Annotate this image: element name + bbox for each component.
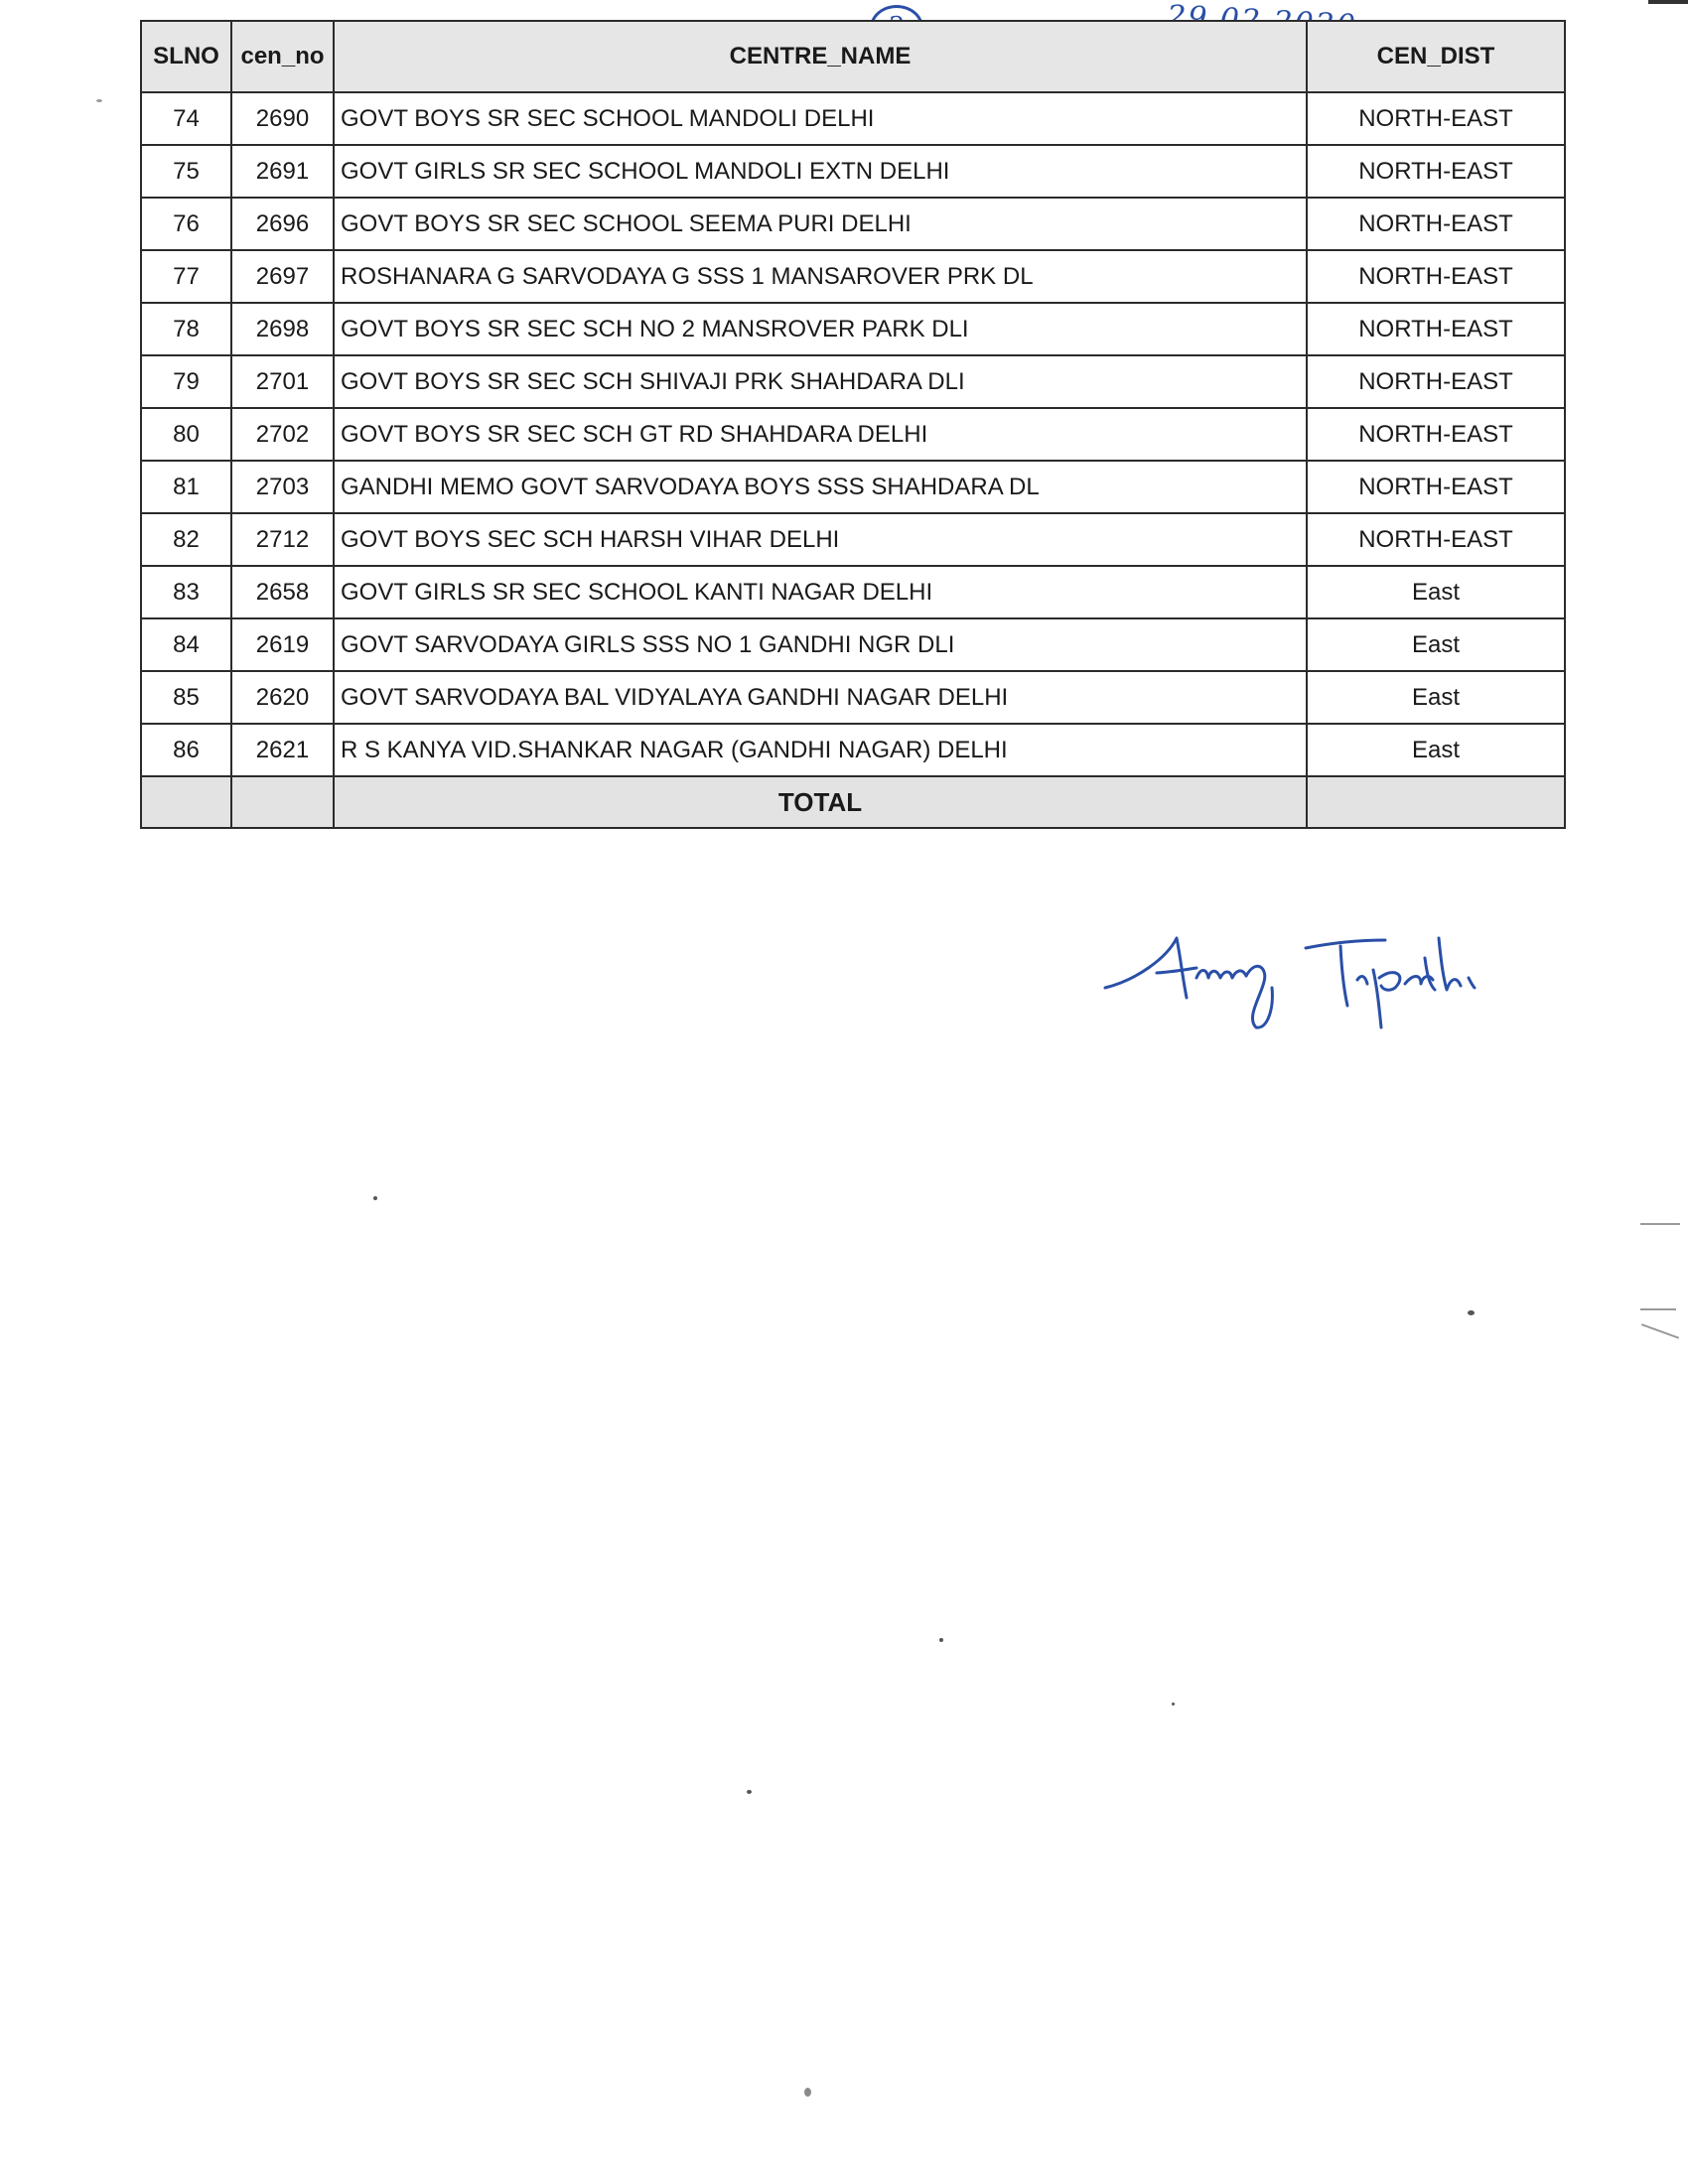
- cell-slno: 83: [141, 566, 231, 618]
- table-row: [141, 513, 1565, 566]
- table-body: [141, 92, 1565, 776]
- cell-slno: 80: [141, 408, 231, 461]
- cell-slno: 75: [141, 145, 231, 198]
- cell-centre-name: GANDHI MEMO GOVT SARVODAYA BOYS SSS SHAHDARA DL: [334, 461, 1307, 513]
- cell-cen-dist: NORTH-EAST: [1307, 408, 1565, 461]
- cell-cen-dist: NORTH-EAST: [1307, 461, 1565, 513]
- scan-speck: [96, 99, 102, 102]
- signature-text: Anurag Tripathi: [1097, 918, 1104, 919]
- table-row: [141, 250, 1565, 303]
- table-row: [141, 355, 1565, 408]
- cell-cen-dist: NORTH-EAST: [1307, 513, 1565, 566]
- cell-centre-name: GOVT BOYS SR SEC SCHOOL SEEMA PURI DELHI: [334, 198, 1307, 250]
- cell-cen-dist: NORTH-EAST: [1307, 198, 1565, 250]
- scan-edge-mark: [1640, 1308, 1676, 1310]
- cell-cen-dist: NORTH-EAST: [1307, 250, 1565, 303]
- cell-cen-dist: East: [1307, 724, 1565, 776]
- cell-cen-dist: NORTH-EAST: [1307, 145, 1565, 198]
- scan-edge-mark: [1648, 0, 1688, 4]
- cell-cen-dist: NORTH-EAST: [1307, 303, 1565, 355]
- cell-cen-dist: East: [1307, 618, 1565, 671]
- cell-cen-no: 2712: [231, 513, 334, 566]
- total-empty-cell: [231, 776, 334, 828]
- scan-edge-mark: [1641, 1323, 1679, 1339]
- cell-slno: 78: [141, 303, 231, 355]
- scan-edge-mark: [1640, 1223, 1680, 1225]
- header-centre-name: CENTRE_NAME: [334, 21, 1307, 92]
- total-row: [141, 776, 1565, 828]
- cell-centre-name: GOVT GIRLS SR SEC SCHOOL KANTI NAGAR DELHI: [334, 566, 1307, 618]
- table-row: [141, 408, 1565, 461]
- cell-cen-dist: NORTH-EAST: [1307, 355, 1565, 408]
- table-row: [141, 145, 1565, 198]
- total-label: TOTAL: [334, 776, 1307, 828]
- scan-speck: [804, 2088, 811, 2097]
- table-row: [141, 618, 1565, 671]
- cell-cen-no: 2696: [231, 198, 334, 250]
- cell-centre-name: GOVT GIRLS SR SEC SCHOOL MANDOLI EXTN DELHI: [334, 145, 1307, 198]
- cell-cen-no: 2658: [231, 566, 334, 618]
- cell-slno: 76: [141, 198, 231, 250]
- cell-centre-name: GOVT SARVODAYA BAL VIDYALAYA GANDHI NAGAR DELHI: [334, 671, 1307, 724]
- cell-slno: 74: [141, 92, 231, 145]
- header-cen-dist: CEN_DIST: [1307, 21, 1565, 92]
- cell-cen-no: 2703: [231, 461, 334, 513]
- cell-cen-dist: NORTH-EAST: [1307, 92, 1565, 145]
- header-slno: SLNO: [141, 21, 231, 92]
- signature: [1097, 918, 1484, 1037]
- table-row: [141, 303, 1565, 355]
- cell-cen-no: 2698: [231, 303, 334, 355]
- cell-cen-no: 2619: [231, 618, 334, 671]
- cell-cen-dist: East: [1307, 566, 1565, 618]
- scan-speck: [1468, 1310, 1475, 1315]
- cell-cen-no: 2701: [231, 355, 334, 408]
- cell-cen-no: 2621: [231, 724, 334, 776]
- cell-centre-name: GOVT BOYS SR SEC SCH GT RD SHAHDARA DELHI: [334, 408, 1307, 461]
- cell-slno: 79: [141, 355, 231, 408]
- scan-speck: [373, 1196, 377, 1200]
- cell-centre-name: GOVT BOYS SR SEC SCH SHIVAJI PRK SHAHDARA DLI: [334, 355, 1307, 408]
- cell-slno: 84: [141, 618, 231, 671]
- cell-slno: 77: [141, 250, 231, 303]
- cell-centre-name: R S KANYA VID.SHANKAR NAGAR (GANDHI NAGAR) DELHI: [334, 724, 1307, 776]
- table-row: [141, 92, 1565, 145]
- table-row: [141, 566, 1565, 618]
- cell-centre-name: GOVT BOYS SR SEC SCH NO 2 MANSROVER PARK DLI: [334, 303, 1307, 355]
- cell-centre-name: GOVT BOYS SEC SCH HARSH VIHAR DELHI: [334, 513, 1307, 566]
- cell-slno: 85: [141, 671, 231, 724]
- cell-cen-no: 2620: [231, 671, 334, 724]
- cell-centre-name: GOVT SARVODAYA GIRLS SSS NO 1 GANDHI NGR DLI: [334, 618, 1307, 671]
- scan-speck: [1172, 1703, 1175, 1706]
- cell-cen-no: 2691: [231, 145, 334, 198]
- cell-slno: 82: [141, 513, 231, 566]
- cell-slno: 86: [141, 724, 231, 776]
- cell-centre-name: GOVT BOYS SR SEC SCHOOL MANDOLI DELHI: [334, 92, 1307, 145]
- cell-cen-no: 2690: [231, 92, 334, 145]
- cell-centre-name: ROSHANARA G SARVODAYA G SSS 1 MANSAROVER PRK DL: [334, 250, 1307, 303]
- table-row: [141, 461, 1565, 513]
- cell-cen-no: 2702: [231, 408, 334, 461]
- cell-cen-dist: East: [1307, 671, 1565, 724]
- cell-cen-no: 2697: [231, 250, 334, 303]
- table-row: [141, 671, 1565, 724]
- total-value-cell: [1307, 776, 1565, 828]
- header-cen-no: cen_no: [231, 21, 334, 92]
- centres-table: [140, 20, 1566, 829]
- cell-slno: 81: [141, 461, 231, 513]
- scan-speck: [939, 1638, 943, 1642]
- total-empty-cell: [141, 776, 231, 828]
- scan-speck: [747, 1790, 752, 1794]
- table-row: [141, 198, 1565, 250]
- table-row: [141, 724, 1565, 776]
- table-header-row: [141, 21, 1565, 92]
